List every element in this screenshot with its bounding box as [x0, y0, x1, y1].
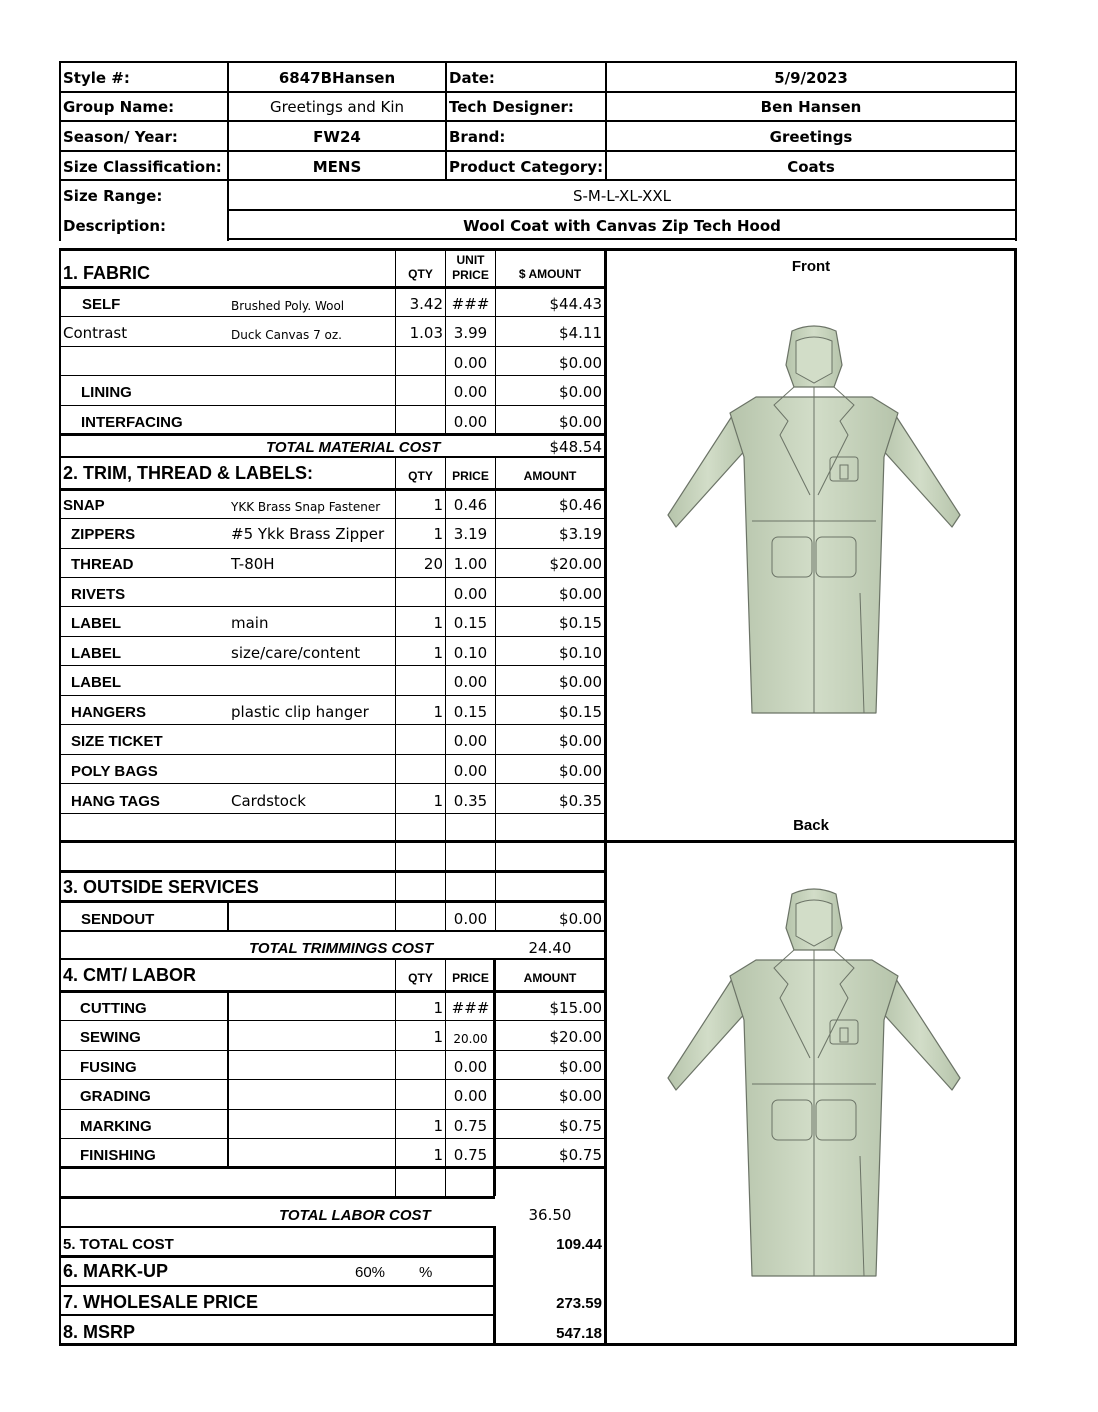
fabric-amount-header: $ AMOUNT — [518, 267, 582, 281]
fabric-section-title: 1. FABRIC — [63, 263, 151, 283]
fabric-row-desc: Brushed Poly. Wool — [231, 299, 345, 313]
wholesale-price-label: 7. WHOLESALE PRICE — [63, 1292, 259, 1312]
labor-row-amount: $15.00 — [549, 999, 602, 1017]
trim-row-amount: $0.00 — [559, 762, 602, 780]
trim-row-amount: $0.15 — [559, 614, 602, 632]
markup-value: 60% — [355, 1264, 386, 1281]
trim-row-label: LABEL — [71, 674, 121, 691]
trim-row-price: 0.00 — [453, 762, 488, 780]
fabric-row-price: ### — [451, 295, 490, 313]
labor-row-qty: 1 — [433, 1146, 443, 1164]
coat-front-sketch — [664, 325, 964, 725]
fabric-row-label: Contrast — [63, 324, 128, 342]
fabric-row-price: 0.00 — [453, 383, 488, 401]
trim-row-amount: $0.15 — [559, 703, 602, 721]
fabric-row-label: SELF — [82, 296, 121, 313]
trim-row-desc: Cardstock — [231, 792, 306, 810]
total-trimmings-cost-value: 24.40 — [528, 939, 572, 957]
fabric-row-amount: $0.00 — [559, 383, 602, 401]
labor-row-label: FINISHING — [80, 1147, 156, 1164]
season-label: Season/ Year: — [63, 128, 178, 146]
trim-row-label: SNAP — [63, 497, 105, 514]
trim-row-price: 0.10 — [453, 644, 488, 662]
outside-services-title: 3. OUTSIDE SERVICES — [63, 877, 259, 897]
trim-row-label: HANGERS — [71, 704, 147, 721]
trim-row-amount: $20.00 — [549, 555, 602, 573]
description-label: Description: — [63, 217, 167, 235]
back-label: Back — [793, 817, 829, 834]
sendout-price: 0.00 — [453, 910, 488, 928]
labor-row-price: 0.75 — [453, 1117, 488, 1135]
labor-row-label: MARKING — [80, 1118, 152, 1135]
trim-row-desc: plastic clip hanger — [231, 703, 369, 721]
trim-row-amount: $0.00 — [559, 585, 602, 603]
labor-row-qty: 1 — [433, 999, 443, 1017]
trim-row-amount: $0.46 — [559, 496, 602, 514]
trim-row-amount: $3.19 — [559, 525, 602, 543]
trim-qty-header: QTY — [408, 469, 433, 483]
size-classification-value: MENS — [312, 158, 362, 176]
labor-row-price: 0.75 — [453, 1146, 488, 1164]
fabric-row-desc: Duck Canvas 7 oz. — [231, 328, 342, 342]
total-labor-cost-value: 36.50 — [528, 1206, 572, 1224]
fabric-row-amount: $0.00 — [559, 354, 602, 372]
fabric-row-label: LINING — [81, 384, 132, 401]
trim-row-label: POLY BAGS — [71, 763, 158, 780]
labor-row-price: 0.00 — [453, 1058, 488, 1076]
trim-section-title: 2. TRIM, THREAD & LABELS: — [63, 463, 313, 483]
trim-row-qty: 1 — [433, 614, 443, 632]
labor-row-label: SEWING — [80, 1029, 141, 1046]
trim-row-desc: size/care/content — [231, 644, 361, 662]
style-label: Style #: — [63, 69, 130, 87]
trim-row-qty: 20 — [423, 555, 443, 573]
fabric-row-label: INTERFACING — [81, 414, 183, 431]
front-label: Front — [791, 258, 831, 275]
fabric-price-header: PRICE — [452, 268, 489, 282]
trim-row-price: 0.00 — [453, 585, 488, 603]
labor-row-label: GRADING — [80, 1088, 151, 1105]
trim-price-header: PRICE — [452, 469, 489, 483]
labor-row-amount: $20.00 — [549, 1028, 602, 1046]
total-labor-cost-label: TOTAL LABOR COST — [279, 1207, 431, 1224]
wholesale-price-value: 273.59 — [556, 1295, 602, 1312]
sendout-label: SENDOUT — [81, 911, 155, 928]
description-value: Wool Coat with Canvas Zip Tech Hood — [463, 217, 781, 235]
brand-label: Brand: — [449, 128, 506, 146]
trim-row-label: ZIPPERS — [71, 526, 136, 543]
trim-row-amount: $0.00 — [559, 673, 602, 691]
trim-row-amount: $0.10 — [559, 644, 602, 662]
trim-row-desc: T-80H — [231, 555, 275, 573]
fabric-row-price: 0.00 — [453, 413, 488, 431]
labor-amount-header: AMOUNT — [523, 971, 577, 985]
markup-unit: % — [419, 1264, 433, 1281]
designer-label: Tech Designer: — [449, 98, 574, 116]
total-material-cost-value: $48.54 — [549, 438, 602, 456]
labor-section-title: 4. CMT/ LABOR — [63, 965, 196, 985]
fabric-row-qty: 3.42 — [409, 295, 443, 313]
group-value: Greetings and Kin — [269, 98, 405, 116]
trim-row-qty: 1 — [433, 644, 443, 662]
trim-row-label: HANG TAGS — [71, 793, 160, 810]
fabric-row-price: 0.00 — [453, 354, 488, 372]
fabric-qty-header: QTY — [408, 267, 433, 281]
labor-row-price: ### — [451, 999, 490, 1017]
labor-row-qty: 1 — [433, 1028, 443, 1046]
group-label: Group Name: — [63, 98, 175, 116]
trim-row-qty: 1 — [433, 525, 443, 543]
labor-row-qty: 1 — [433, 1117, 443, 1135]
style-value: 6847BHansen — [278, 69, 396, 87]
trim-row-price: 0.35 — [453, 792, 488, 810]
trim-row-price: 0.00 — [453, 732, 488, 750]
trim-row-desc: YKK Brass Snap Fastener — [231, 500, 381, 514]
fabric-row-qty: 1.03 — [409, 324, 443, 342]
date-label: Date: — [449, 69, 495, 87]
markup-label: 6. MARK-UP — [63, 1261, 169, 1281]
trim-row-price: 0.15 — [453, 703, 488, 721]
sendout-amount: $0.00 — [559, 910, 602, 928]
size-range-label: Size Range: — [63, 187, 163, 205]
designer-value: Ben Hansen — [760, 98, 862, 116]
trim-row-label: SIZE TICKET — [71, 733, 163, 750]
labor-row-amount: $0.00 — [559, 1058, 602, 1076]
coat-back-sketch — [664, 888, 964, 1288]
product-category-value: Coats — [787, 158, 835, 176]
labor-price-header: PRICE — [452, 971, 489, 985]
fabric-row-price: 3.99 — [453, 324, 488, 342]
msrp-label: 8. MSRP — [63, 1322, 136, 1342]
fabric-row-amount: $44.43 — [549, 295, 602, 313]
season-value: FW24 — [313, 128, 361, 146]
total-cost-label: 5. TOTAL COST — [63, 1236, 174, 1253]
labor-row-amount: $0.00 — [559, 1087, 602, 1105]
labor-row-price: 20.00 — [453, 1032, 488, 1046]
labor-row-label: FUSING — [80, 1059, 137, 1076]
total-cost-value: 109.44 — [556, 1236, 602, 1253]
size-range-value: S-M-L-XL-XXL — [573, 187, 671, 205]
trim-row-qty: 1 — [433, 496, 443, 514]
trim-row-desc: main — [231, 614, 269, 632]
labor-row-price: 0.00 — [453, 1087, 488, 1105]
trim-row-desc: #5 Ykk Brass Zipper — [231, 525, 385, 543]
labor-row-amount: $0.75 — [559, 1146, 602, 1164]
msrp-value: 547.18 — [556, 1325, 602, 1342]
trim-row-label: THREAD — [71, 556, 134, 573]
trim-row-label: LABEL — [71, 615, 121, 632]
total-material-cost-label: TOTAL MATERIAL COST — [266, 439, 441, 456]
trim-row-amount: $0.00 — [559, 732, 602, 750]
trim-row-qty: 1 — [433, 792, 443, 810]
brand-value: Greetings — [769, 128, 853, 146]
product-category-label: Product Category: — [449, 158, 604, 176]
trim-row-price: 1.00 — [453, 555, 488, 573]
labor-row-amount: $0.75 — [559, 1117, 602, 1135]
trim-row-price: 3.19 — [453, 525, 488, 543]
labor-row-label: CUTTING — [80, 1000, 147, 1017]
trim-row-price: 0.46 — [453, 496, 488, 514]
date-value: 5/9/2023 — [774, 69, 848, 87]
size-classification-label: Size Classification: — [63, 158, 222, 176]
trim-row-price: 0.00 — [453, 673, 488, 691]
trim-row-label: RIVETS — [71, 586, 126, 603]
total-trimmings-cost-label: TOTAL TRIMMINGS COST — [249, 940, 434, 957]
trim-row-qty: 1 — [433, 703, 443, 721]
trim-amount-header: AMOUNT — [523, 469, 577, 483]
trim-row-label: LABEL — [71, 645, 121, 662]
labor-qty-header: QTY — [408, 971, 433, 985]
trim-row-amount: $0.35 — [559, 792, 602, 810]
fabric-unit-header: UNIT — [456, 253, 485, 267]
trim-row-price: 0.15 — [453, 614, 488, 632]
fabric-row-amount: $0.00 — [559, 413, 602, 431]
fabric-row-amount: $4.11 — [559, 324, 602, 342]
